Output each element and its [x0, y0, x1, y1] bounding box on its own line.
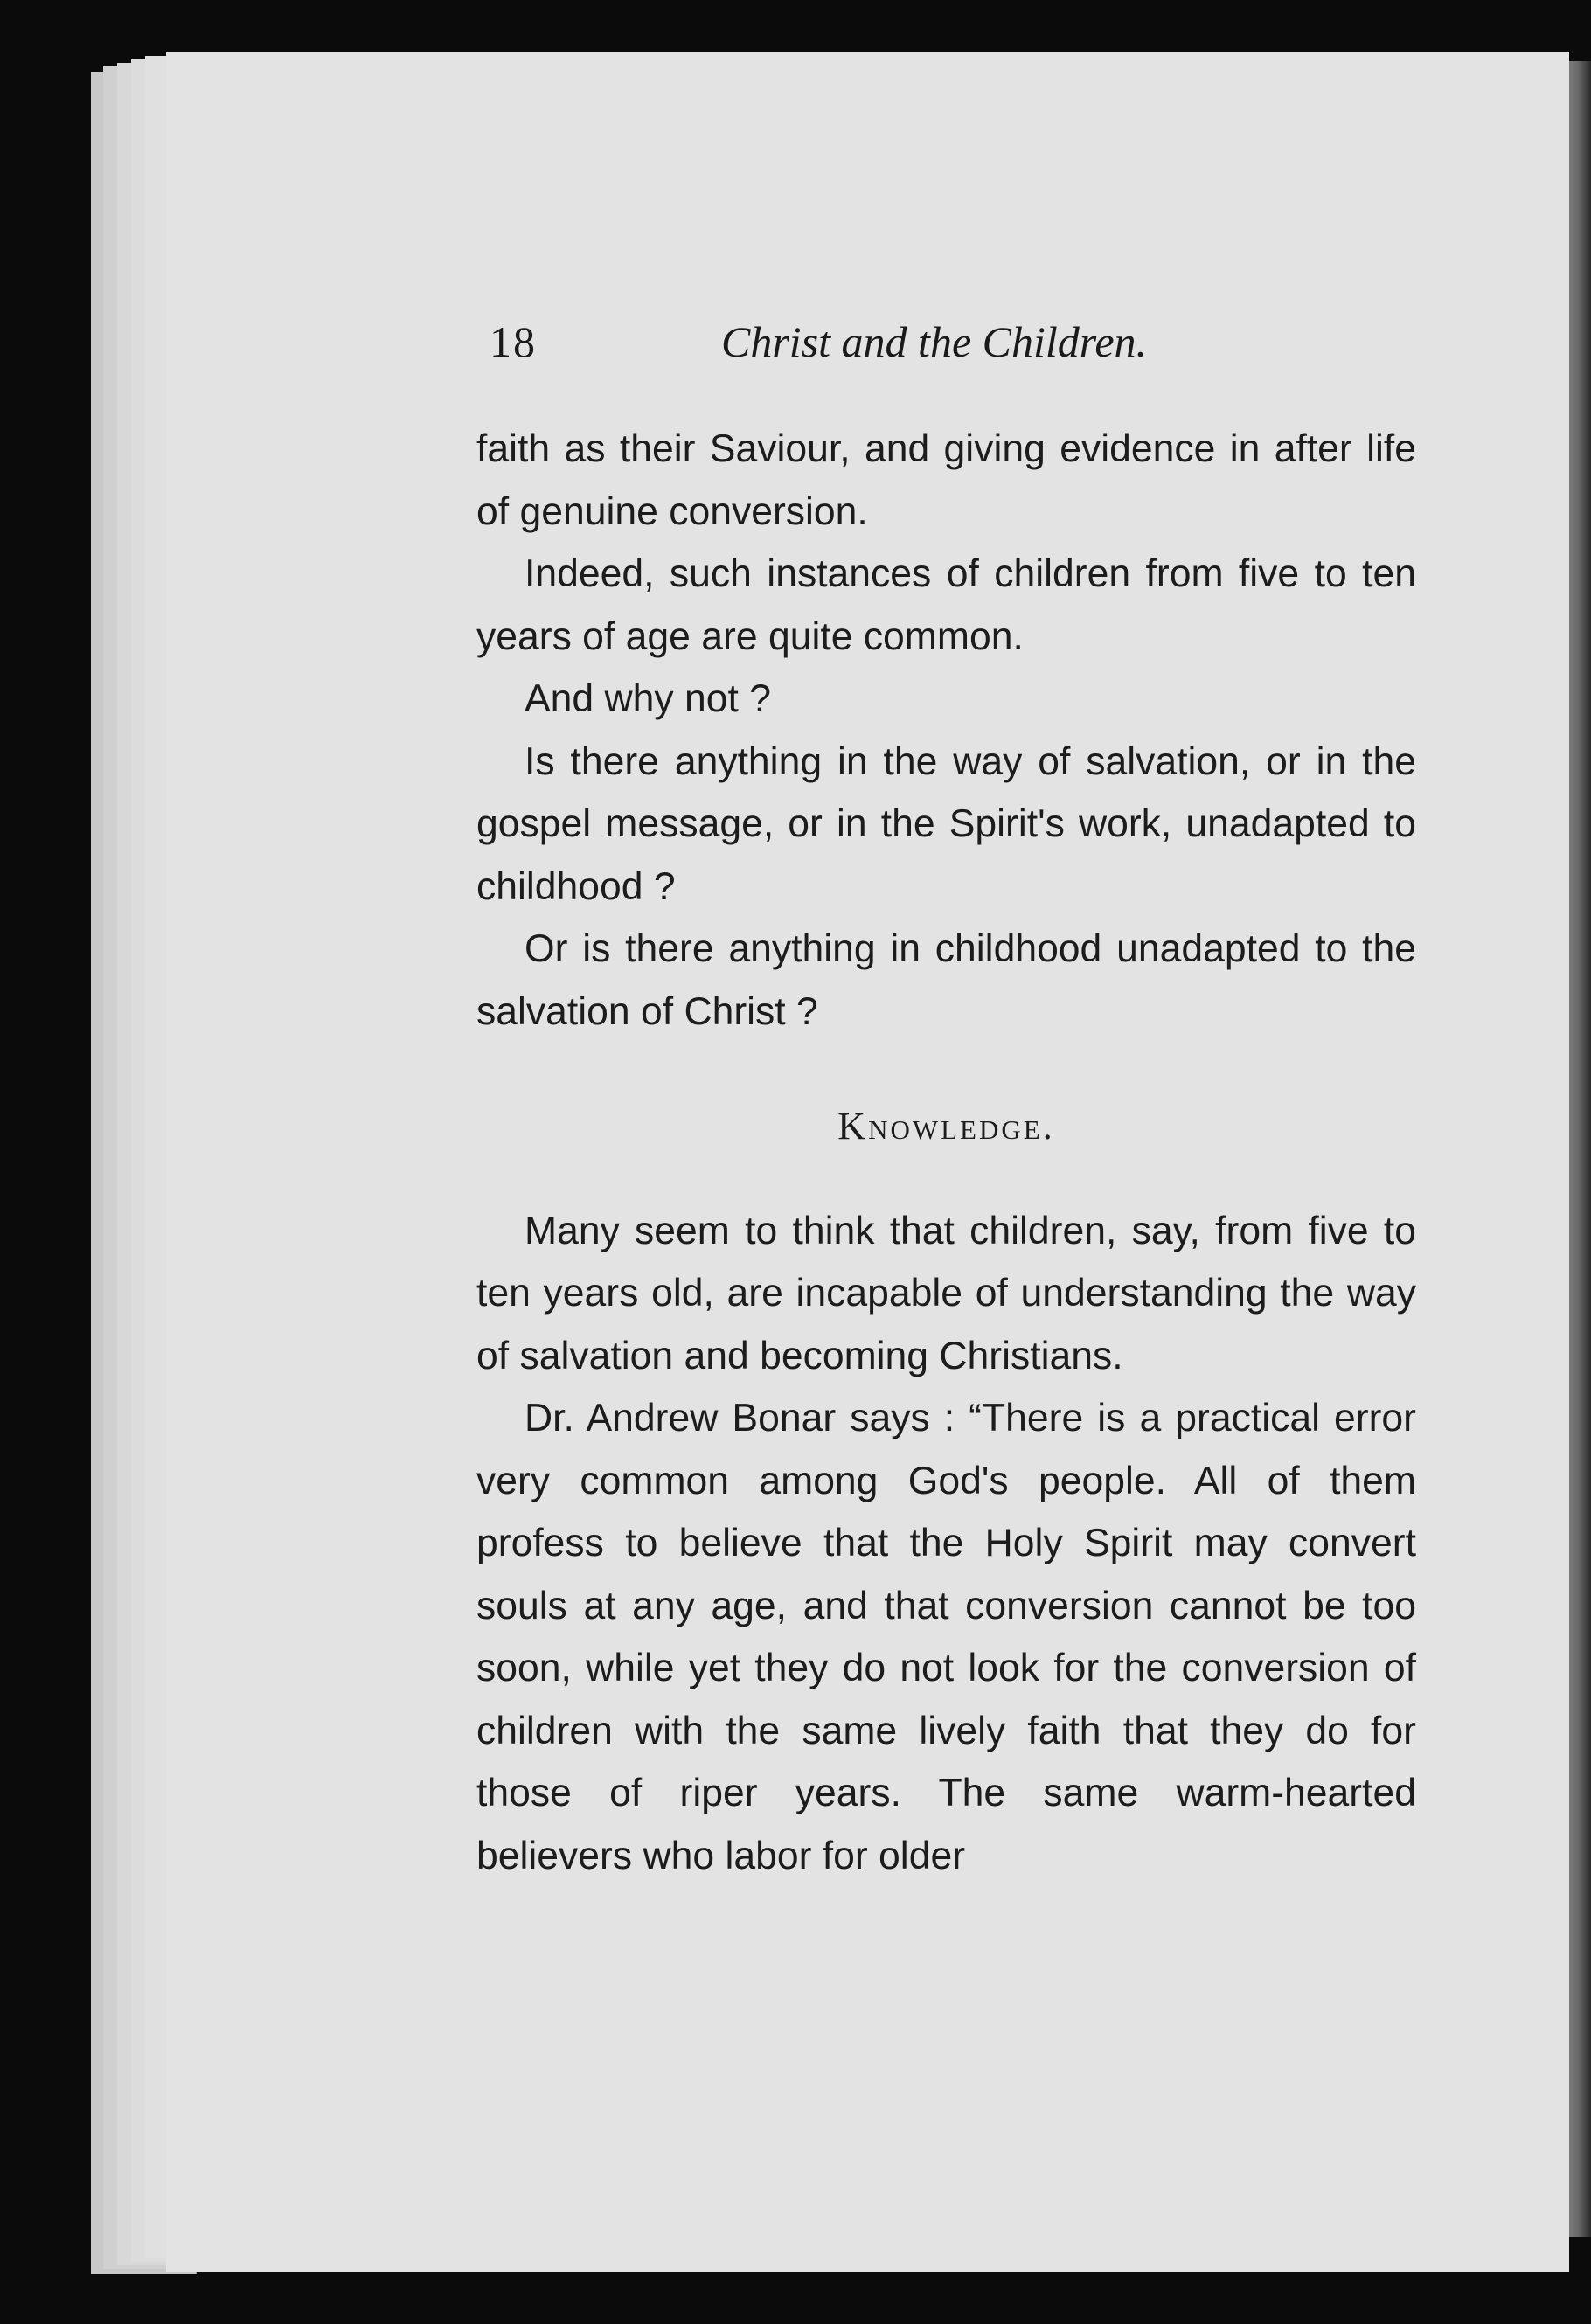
- paragraph: Is there anything in the way of salvation, or in the gospel message, or in the Spirit's work, unadapted to childhood ?: [476, 739, 1416, 908]
- paragraph: Indeed, such instances of children from five to ten years of age are quite common.: [476, 552, 1416, 658]
- paragraph: Dr. Andrew Bonar says : “There is a practical error very common among God's people. All of them profess to believe that the Holy Spirit may convert souls at any age, and that conversion cannot be too soon, while yet they do not look for the conversion of children with the same lively faith that they do for those of riper years. The same warm-hearted believers who labor for older: [476, 1397, 1416, 1877]
- running-title: Christ and the Children.: [721, 317, 1148, 366]
- paragraph: faith as their Saviour, and giving evidence in after life of genuine conversion.: [476, 427, 1416, 533]
- paragraph: Or is there anything in childhood unadapted to the salvation of Christ ?: [476, 927, 1416, 1033]
- running-header: [490, 316, 1460, 386]
- page-body: [476, 418, 1416, 1887]
- page-number: 18: [490, 317, 537, 366]
- section-heading: Knowledge.: [837, 1105, 1055, 1148]
- paragraph: Many seem to think that children, say, from five to ten years old, are incapable of understanding the way of salvation and becoming Christians.: [476, 1209, 1416, 1377]
- paragraph: And why not ?: [525, 677, 772, 720]
